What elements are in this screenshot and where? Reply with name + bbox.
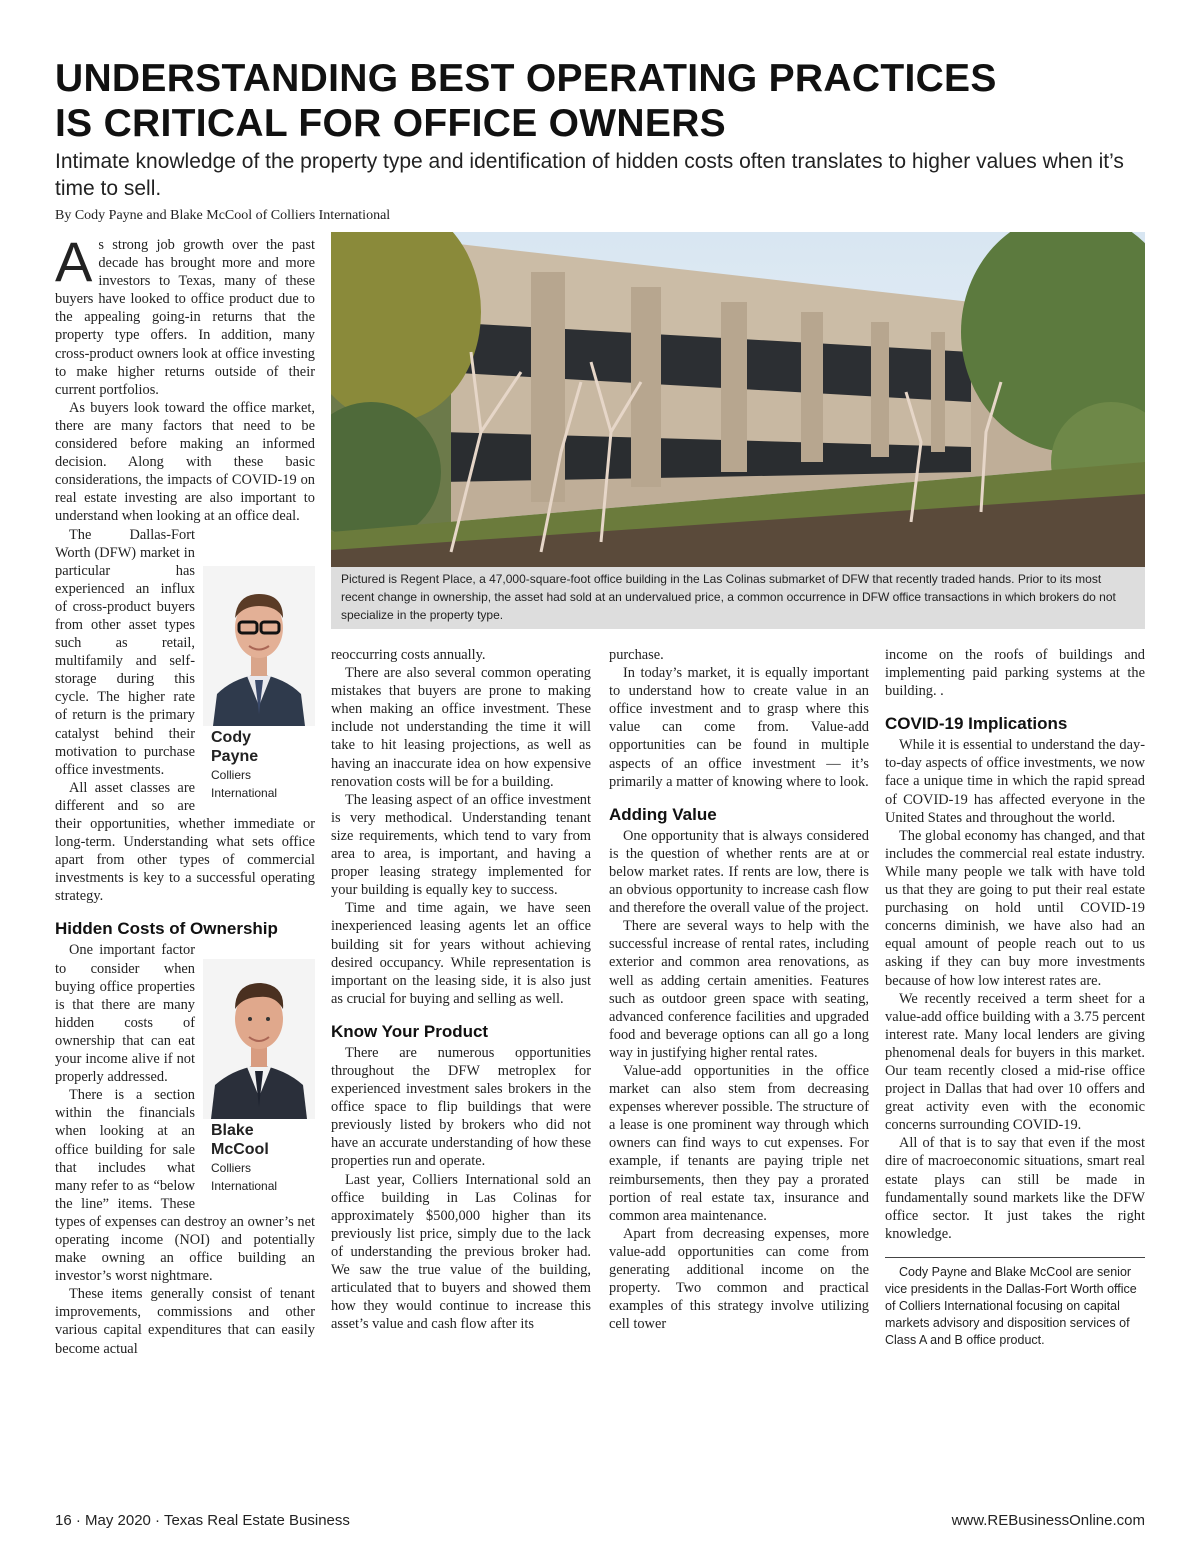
paragraph: All of that is to say that even if the most dire of macroeconomic situations, smart real estate plays can still be made in fundamentally sound markets like the DFW office sector. It just takes the right knowledge. — [885, 1135, 1145, 1242]
paragraph: There are several ways to help with the successful increase of rental rates, including exterior and common area renovations, as well as adding certain amenities. Features such as outdoor green space with seating, advanced conference facilities and upgraded food and beverage options can all go a long way in justifying higher rental rates. — [609, 918, 869, 1061]
paragraph: We recently received a term sheet for a value-add office building with a 3.75 percent interest rate. Many local lenders are giving phenomenal deals for buyers in this market. Our team recently closed a mid-rise office project in Dallas that had over 10 offers and great activity even with the economic concerns surrounding COVID-19. — [885, 990, 1145, 1134]
paragraph: As buyers look toward the office market, there are many factors that need to be considered before making an informed decision. Along with these basic considerations, the impacts of COVID-19 on real estate investing are also important to understand when looking at an office deal. — [55, 399, 315, 525]
regent-place-photo — [331, 232, 1145, 567]
headshot-org-2: International — [211, 785, 278, 800]
headshot-cody-payne — [203, 566, 315, 802]
paragraph: reoccurring costs annually. — [331, 647, 486, 663]
drop-cap: A — [55, 230, 93, 293]
bio-divider — [885, 1257, 1145, 1258]
article-deck: Intimate knowledge of the property type and identification of hidden costs often translates to higher values when it’s time to sell. — [55, 150, 1124, 200]
headshot-name-1: Cody — [211, 728, 251, 746]
paragraph: There is a section within the financials when looking at an office building for sale that includes what many refer to as “below the line” items. These types of expenses can destroy an owner’s net operating income (NOI) and potentially make owning an office building an investor’s worst nightmare. — [55, 1087, 315, 1285]
column-3 — [609, 646, 869, 1333]
photo-caption: Pictured is Regent Place, a 47,000-square-foot office building in the Las Colinas submarket of DFW that recently traded hands. Prior to its most recent change in ownership, the asset had sold at an undervalued price, a common occurrence in DFW office transactions in which brokers do not specialize in the property type. — [331, 567, 1145, 629]
paragraph: The leasing aspect of an office investment is very methodical. Understanding tenant size requirements, which tend to vary from area to area, is important, and having a proper leasing strategy implemented for your building is equally key to success. — [331, 791, 591, 899]
article-headline — [55, 56, 1155, 146]
column-2 — [331, 646, 591, 1333]
headshot-name-2: McCool — [211, 1141, 269, 1159]
paragraph — [55, 526, 315, 800]
paragraph-text: One important factor to consider when buying office properties is that there are many hidden costs of ownership that can eat your income alive if not properly addressed. — [55, 942, 195, 1086]
paragraph: All asset classes are different and so are their opportunities, whether immediate or long-term. Understanding what sets office apart from other types of commercial investments is key to a successful operating strategy. — [55, 779, 315, 905]
subhead-adding-value: Adding Value — [609, 804, 717, 824]
footer-website-link[interactable]: www.REBusinessOnline.com — [951, 1512, 1145, 1529]
headshot-org-2: International — [211, 1179, 278, 1194]
footer-folio: 16 · May 2020 · Texas Real Estate Business — [55, 1512, 350, 1529]
paragraph-text: The Dallas-Fort Worth (DFW) market in particular has experienced an influx of cross-product buyers from other asset types such as retail, multifamily and self-storage during this cycle. The higher rate of return is the primary catalyst behind their motivation to purchase office investments. — [55, 526, 195, 778]
opening-paragraph — [55, 230, 315, 399]
subhead-hidden-costs: Hidden Costs of Ownership — [55, 919, 278, 939]
column-4 — [885, 646, 1145, 1349]
article-byline: By Cody Payne and Blake McCool of Colliers International — [55, 208, 391, 223]
paragraph: The global economy has changed, and that includes the commercial real estate industry. While many people we talk with have told us that they are going to put their real estate purchasing on hold until COVID-19 concerns diminish, we have also had an equal amount of people reach out to us asking if they can buy more investments because of how low interest rates are. — [885, 827, 1145, 989]
paragraph: Apart from decreasing expenses, more value-add opportunities can come from generating additional income on the property. Two common and practical examples of this strategy involve utilizing cell tower — [609, 1225, 869, 1333]
paragraph: purchase. — [609, 647, 664, 663]
blake-mccool-photo — [203, 959, 315, 1119]
paragraph: Time and time again, we have seen inexperienced leasing agents let an office building sit for years without achieving desired occupancy. While representation is important on the leasing side, it is also just as crucial for buying and selling as well. — [331, 900, 591, 1007]
subhead-covid-implications: COVID-19 Implications — [885, 714, 1068, 734]
paragraph-text: s strong job growth over the past decade has brought more and more investors to Texas, many of these buyers have looked to office product due to the appealing going-in returns that the property type offers. In addition, many cross-product owners look at office investing to make higher returns outside of their current portfolios. — [55, 237, 315, 398]
headline-line-2: IS CRITICAL FOR OFFICE OWNERS — [55, 102, 726, 145]
column-1 — [55, 230, 315, 1358]
headshot-org-1: Colliers — [211, 1161, 252, 1176]
headshot-name-2: Payne — [211, 747, 259, 765]
paragraph: In today’s market, it is equally important to understand how to create value in an office investment and to grasp where this value can come from. Value-add opportunities can be found in multiple aspects of an office investment — it’s primarily a matter of knowing where to look. — [609, 665, 869, 790]
headshot-blake-mccool — [203, 959, 315, 1195]
headshot-name-1: Blake — [211, 1122, 254, 1140]
author-bio: Cody Payne and Blake McCool are senior vice presidents in the Dallas-Fort Worth office of Colliers International focusing on capital markets advisory and disposition services of Class A and B office product. — [885, 1264, 1137, 1347]
paragraph: These items generally consist of tenant improvements, commissions and other various capital expenditures that can easily become actual — [55, 1286, 315, 1357]
paragraph: One opportunity that is always considered is the question of whether rents are at or below market rates. If rents are low, there is an obvious opportunity to increase cash flow and therefore the overall value of the project. — [609, 827, 869, 917]
paragraph: There are also several common operating mistakes that buyers are prone to making when making an office investment. These include not understanding the time it will take to hit leasing projections, as well as having an inaccurate idea on how expensive renovation costs will be for a building. — [331, 665, 591, 790]
subhead-know-your-product: Know Your Product — [331, 1021, 489, 1041]
cody-payne-photo — [203, 566, 315, 726]
paragraph: income on the roofs of buildings and implementing paid parking systems at the building. . — [885, 647, 1145, 700]
headshot-org-1: Colliers — [211, 767, 252, 782]
headline-line-1: UNDERSTANDING BEST OPERATING PRACTICES — [55, 57, 997, 100]
paragraph: While it is essential to understand the day-to-day aspects of office investments, we now face a unique time in which the rapid spread of COVID-19 has affected everyone in the United States and throughout the world. — [885, 737, 1145, 826]
paragraph: Last year, Colliers International sold an office building in Las Colinas for approximately $500,000 higher than its previously list price, simply due to the lack of understanding the previous broker had. We saw the true value of the building, articulated that to buyers and showed them how they would continue to increase this asset’s value and cash flow after its — [331, 1171, 591, 1333]
paragraph: There are numerous opportunities throughout the DFW metroplex for experienced investment sales brokers in the office space to flip buildings that were previously listed by brokers who did not have an accurate understanding of how these properties run and operate. — [331, 1044, 591, 1170]
paragraph: Value-add opportunities in the office market can also stem from decreasing expenses wherever possible. The structure of a lease is one prominent way through which owners can find ways to cut expenses. For example, if tenants are paying triple net reimbursements, then they pay a prorated portion of real estate tax, insurance and common area maintenance. — [609, 1062, 869, 1224]
